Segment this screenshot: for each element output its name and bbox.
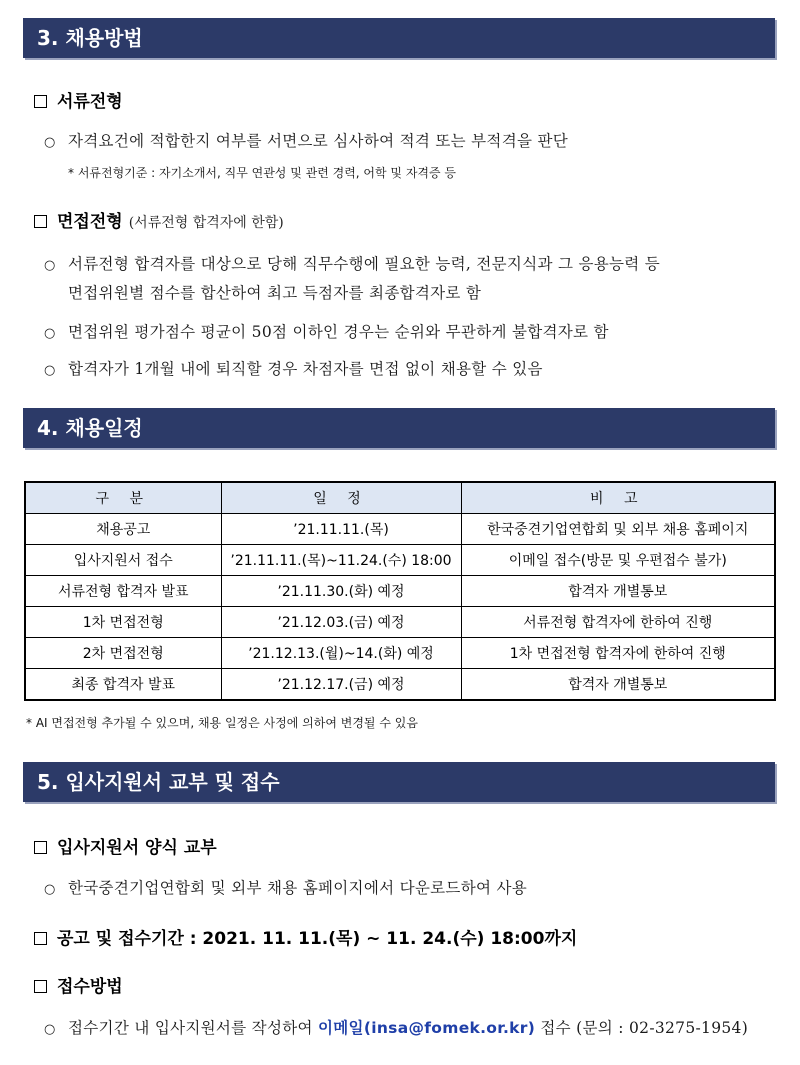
section-3-header: 3. 채용방법 [23, 18, 775, 58]
interview-bullet-1-cont: 면접위원별 점수를 합산하여 최고 득점자를 최종합격자로 함 [68, 284, 482, 302]
checkbox-square-icon [34, 980, 47, 993]
form-heading [34, 833, 217, 858]
table-row [25, 576, 775, 607]
table-cell: 서류전형 합격자에 한하여 진행 [461, 607, 775, 638]
section-5-header: 5. 입사지원서 교부 및 접수 [23, 762, 775, 802]
doc-screening-heading [34, 87, 123, 112]
table-cell: 최종 합격자 발표 [25, 669, 221, 701]
interview-bullet-1-text: 서류전형 합격자를 대상으로 당해 직무수행에 필요한 능력, 전문지식과 그 응용능력 등 [68, 255, 661, 273]
method-bullet [44, 1016, 748, 1038]
checkbox-square-icon [34, 932, 47, 945]
checkbox-square-icon [34, 841, 47, 854]
method-heading [34, 972, 123, 997]
form-bullet-text: 한국중견기업연합회 및 외부 채용 홈페이지에서 다운로드하여 사용 [68, 879, 528, 897]
table-cell: ’21.11.11.(목)~11.24.(수) 18:00 [221, 545, 461, 576]
interview-bullet-3-text: 합격자가 1개월 내에 퇴직할 경우 차점자를 면접 없이 채용할 수 있음 [68, 360, 543, 378]
table-cell: 이메일 접수(방문 및 우편접수 불가) [461, 545, 775, 576]
schedule-note: * AI 면접전형 추가될 수 있으며, 채용 일정은 사정에 의하여 변경될 수 있음 [26, 716, 418, 730]
method-bullet-contact: 접수 (문의 : 02-3275-1954) [540, 1019, 749, 1037]
interview-bullet-3 [44, 357, 543, 379]
doc-screening-title: 서류전형 [57, 92, 123, 112]
col-header-category: 구 분 [25, 482, 221, 514]
table-cell: 1차 면접전형 [25, 607, 221, 638]
section-4-header: 4. 채용일정 [23, 408, 775, 448]
table-row [25, 607, 775, 638]
schedule-table [24, 481, 776, 701]
table-row [25, 638, 775, 669]
table-header-row [25, 482, 775, 514]
form-bullet [44, 876, 527, 898]
table-row [25, 514, 775, 545]
circle-bullet-icon: ○ [44, 258, 56, 273]
email-link[interactable]: 이메일(insa@fomek.or.kr) [318, 1019, 536, 1037]
interview-bullet-2 [44, 320, 609, 342]
table-cell: ’21.12.03.(금) 예정 [221, 607, 461, 638]
interview-heading-note: (서류전형 합격자에 한함) [128, 215, 284, 231]
interview-bullet-1 [44, 252, 660, 274]
method-bullet-text: 접수기간 내 입사지원서를 작성하여 [68, 1019, 313, 1037]
doc-screening-text: 자격요건에 적합한지 여부를 서면으로 심사하여 적격 또는 부적격을 판단 [68, 132, 569, 150]
period-title: 공고 및 접수기간 : 2021. 11. 11.(목) ~ 11. 24.(수) 18:00까지 [57, 929, 578, 949]
period-heading [34, 924, 577, 949]
table-cell: ’21.12.17.(금) 예정 [221, 669, 461, 701]
table-cell: ’21.11.11.(목) [221, 514, 461, 545]
checkbox-square-icon [34, 95, 47, 108]
table-cell: 2차 면접전형 [25, 638, 221, 669]
table-cell: 채용공고 [25, 514, 221, 545]
doc-screening-note: * 서류전형기준 : 자기소개서, 직무 연관성 및 관련 경력, 어학 및 자격증 등 [68, 166, 457, 180]
doc-screening-bullet [44, 129, 568, 151]
table-cell: 합격자 개별통보 [461, 576, 775, 607]
table-cell: ’21.11.30.(화) 예정 [221, 576, 461, 607]
col-header-schedule: 일 정 [221, 482, 461, 514]
table-row [25, 545, 775, 576]
circle-bullet-icon: ○ [44, 135, 56, 150]
circle-bullet-icon: ○ [44, 363, 56, 378]
checkbox-square-icon [34, 215, 47, 228]
table-cell: ’21.12.13.(월)~14.(화) 예정 [221, 638, 461, 669]
table-cell: 입사지원서 접수 [25, 545, 221, 576]
method-title: 접수방법 [57, 977, 123, 997]
table-row [25, 669, 775, 701]
interview-title: 면접전형 [57, 212, 123, 232]
table-cell: 합격자 개별통보 [461, 669, 775, 701]
circle-bullet-icon: ○ [44, 882, 56, 897]
table-cell: 서류전형 합격자 발표 [25, 576, 221, 607]
circle-bullet-icon: ○ [44, 1022, 56, 1037]
interview-bullet-2-text: 면접위원 평가점수 평균이 50점 이하인 경우는 순위와 무관하게 불합격자로 함 [68, 323, 609, 341]
col-header-remarks: 비 고 [461, 482, 775, 514]
table-cell: 1차 면접전형 합격자에 한하여 진행 [461, 638, 775, 669]
table-cell: 한국중견기업연합회 및 외부 채용 홈페이지 [461, 514, 775, 545]
circle-bullet-icon: ○ [44, 326, 56, 341]
interview-heading [34, 207, 284, 232]
form-title: 입사지원서 양식 교부 [57, 838, 217, 858]
